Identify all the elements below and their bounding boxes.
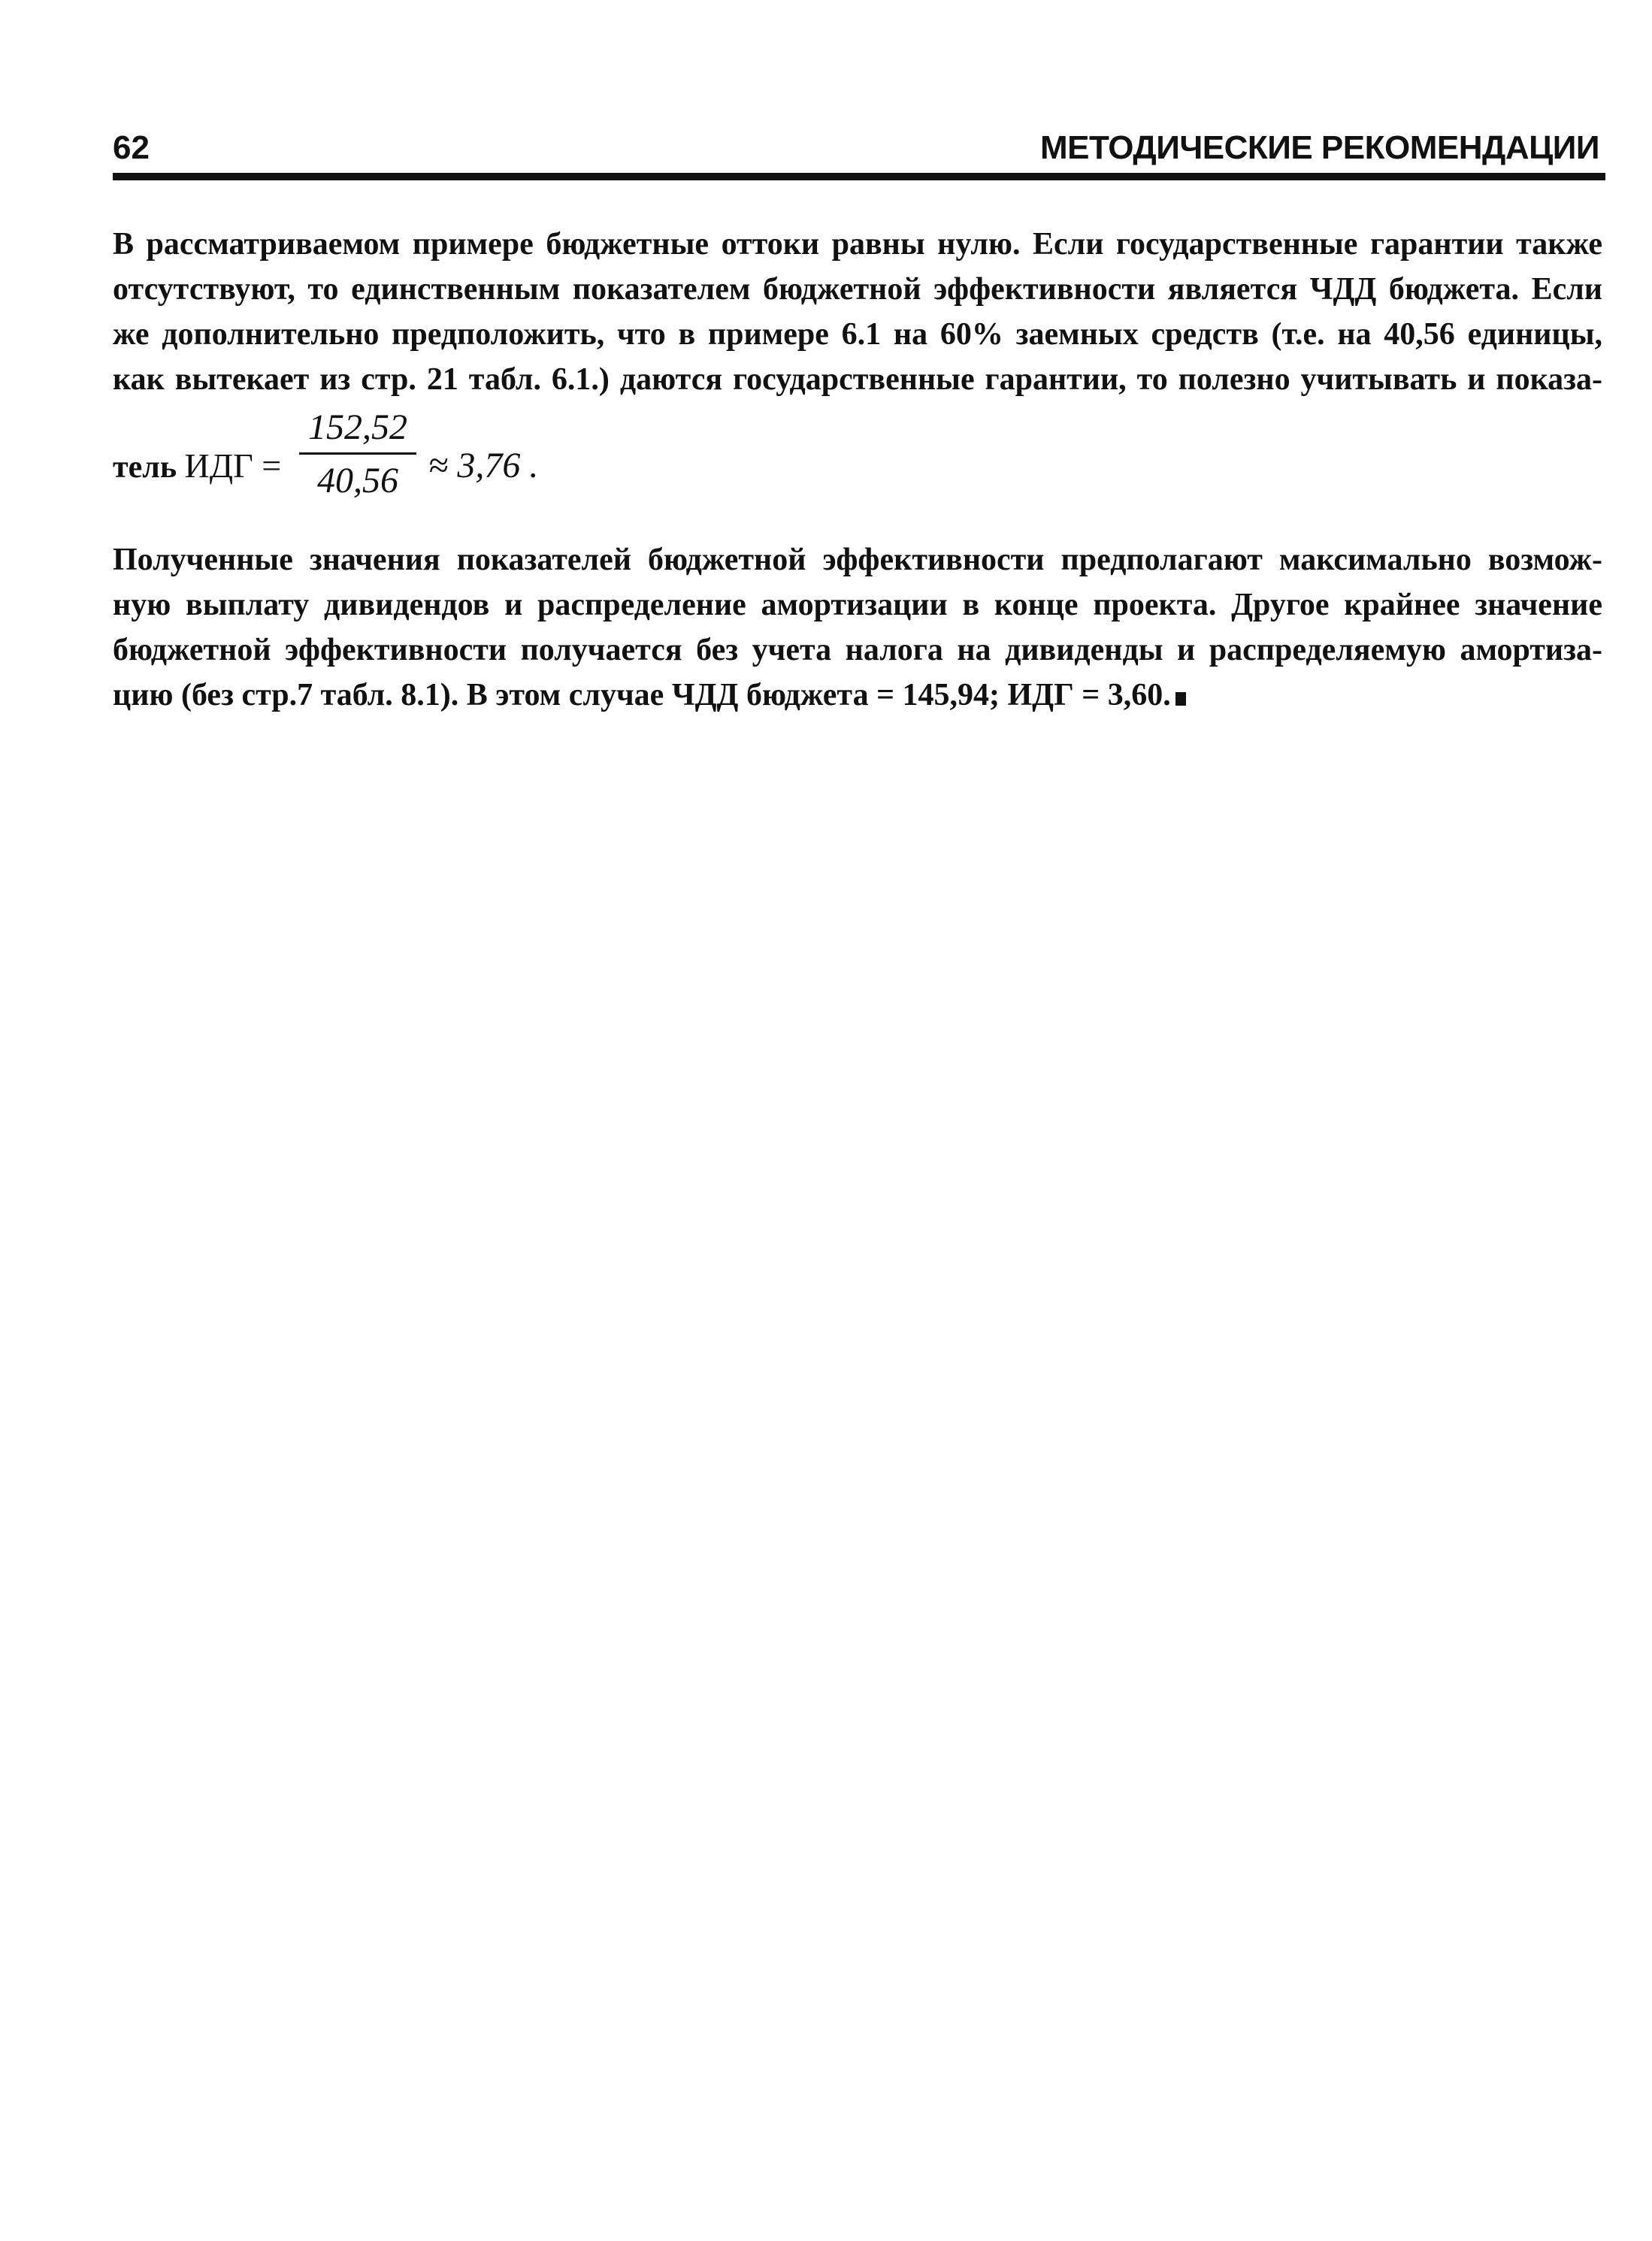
page-header xyxy=(113,126,1607,171)
paragraph-line: отсутствуют, то единственным показателем бюджетной эффективности является ЧДД бюджета. Если xyxy=(113,272,1602,307)
paragraph-budget-outflows xyxy=(113,222,1602,402)
fraction-bar xyxy=(299,452,416,455)
text-segment: = 3,60. xyxy=(1073,678,1171,712)
formula-numerator: 152,52 xyxy=(308,407,407,447)
paragraph-budget-efficiency xyxy=(113,537,1602,718)
text-segment: цию (без стр.7 табл. 8.1). В этом случае xyxy=(113,678,672,712)
page-number: 62 xyxy=(113,129,150,166)
bold-term-idg: ИДГ xyxy=(1007,678,1074,712)
end-of-example-mark xyxy=(1175,692,1186,706)
bold-term-npv-budget: ЧДД бюджета xyxy=(671,678,869,712)
paragraph-line: же дополнительно предположить, что в примере 6.1 на 60% заемных средств (т.е. на 40,56 единицы, xyxy=(113,317,1602,352)
paragraph-line: ную выплату дивидендов и распределение амортизации в конце проекта. Другое крайнее значение xyxy=(113,588,1602,622)
text-segment: = 145,94; xyxy=(868,678,1008,712)
paragraph-line: Полученные значения показателей бюджетной эффективности предполагают максимально возмож- xyxy=(113,543,1602,577)
header-rule xyxy=(113,173,1605,180)
formula-denominator: 40,56 xyxy=(317,461,398,501)
running-title: МЕТОДИЧЕСКИЕ РЕКОМЕНДАЦИИ xyxy=(1039,129,1599,166)
paragraph-line: бюджетной эффективности получается без учета налога на дивиденды и распределяемую амортиза- xyxy=(113,633,1602,667)
paragraph-line: В рассматриваемом примере бюджетные оттоки равны нулю. Если государственные гарантии также xyxy=(113,227,1602,262)
formula-prefix-text: тель xyxy=(113,450,177,485)
formula-variable: ИДГ = xyxy=(184,446,282,485)
paragraph-line: как вытекает из стр. 21 табл. 6.1.) даются государственные гарантии, то полезно учитывать и показа- xyxy=(113,362,1602,397)
formula-fraction xyxy=(299,406,416,503)
formula-prefix xyxy=(113,443,281,490)
paragraph-last-line xyxy=(113,673,1602,718)
formula-result: ≈ 3,76 . xyxy=(428,446,539,485)
